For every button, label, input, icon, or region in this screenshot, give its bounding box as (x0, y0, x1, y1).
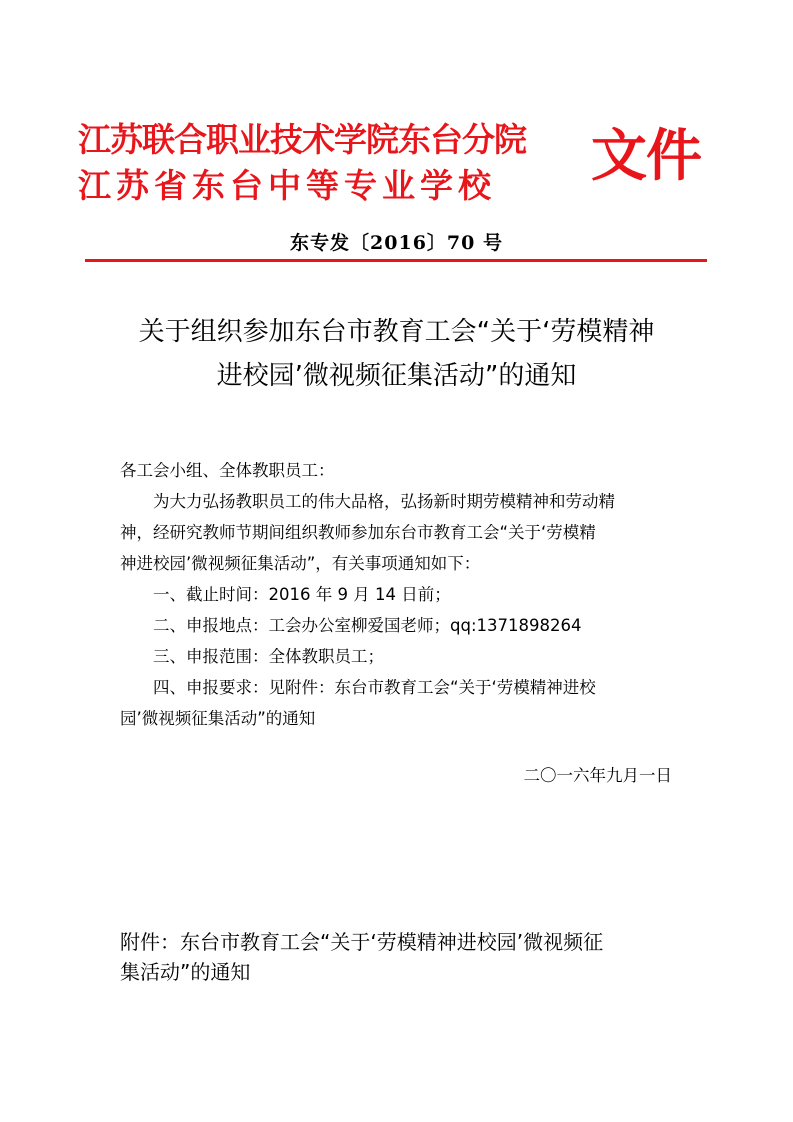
list-item-scope: 三、申报范围：全体教职员工； (153, 647, 384, 666)
header-divider (85, 259, 707, 262)
list-item-deadline: 一、截止时间：2016 年 9 月 14 日前； (153, 585, 451, 604)
paragraph-line: 神，经研究教师节期间组织教师参加东台市教育工会“关于‘劳模精 (120, 523, 596, 542)
salutation: 各工会小组、全体教职员工： (120, 461, 335, 480)
document-number: 东专发〔2016〕70 号 (290, 232, 503, 254)
issue-date: 二〇一六年九月一日 (523, 766, 672, 785)
issuer-name-line2: 江苏省东台中等专业学校 (78, 166, 496, 205)
list-item-requirements-cont: 园’微视频征集活动”的通知 (120, 709, 316, 728)
attachment-line2: 集活动”的通知 (120, 960, 251, 984)
list-item-requirements: 四、申报要求：见附件：东台市教育工会“关于‘劳模精神进校 (153, 678, 596, 697)
document-label: 文件 (591, 123, 701, 189)
notice-title-line1: 关于组织参加东台市教育工会“关于‘劳模精神 (138, 317, 655, 347)
list-item-location: 二、申报地点：工会办公室柳爱国老师；qq:1371898264 (153, 616, 582, 635)
paragraph-line: 神进校园’微视频征集活动”，有关事项通知如下： (120, 554, 481, 573)
paragraph-line: 为大力弘扬教职员工的伟大品格，弘扬新时期劳模精神和劳动精 (153, 492, 615, 511)
attachment-line1: 附件：东台市教育工会“关于‘劳模精神进校园’微视频征 (120, 930, 604, 954)
issuer-name-line1: 江苏联合职业技术学院东台分院 (78, 120, 526, 159)
notice-title-line2: 进校园’微视频征集活动”的通知 (216, 361, 577, 391)
